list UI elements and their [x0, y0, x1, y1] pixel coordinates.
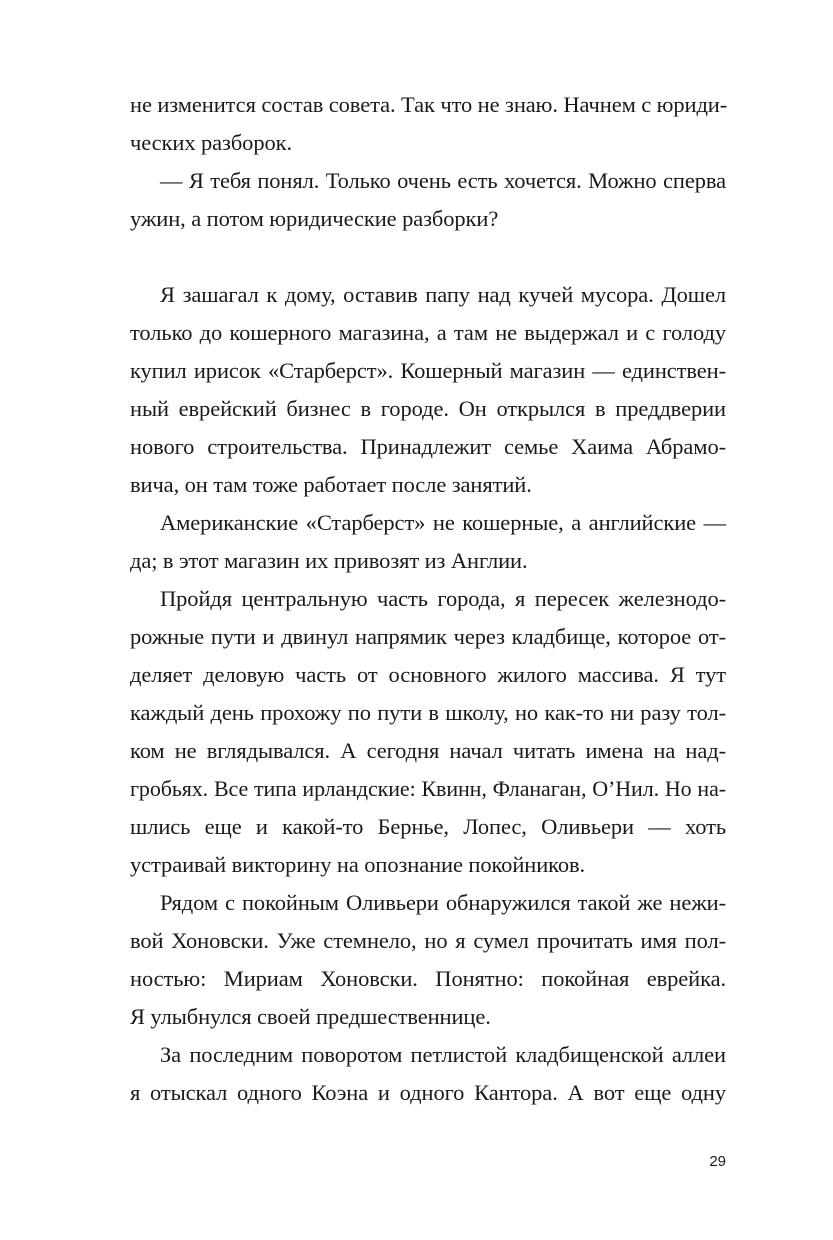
- text-line: Я зашагал к дому, оставив папу над кучей мусора. Дошел: [160, 282, 726, 307]
- text-line: ужин, а потом юридические разборки?: [130, 206, 499, 231]
- text-line: ностью: Мириам Хоновски. Понятно: покойная еврейка.: [130, 966, 726, 991]
- text-line: Американские «Старберст» не кошерные, а английские —: [160, 510, 726, 535]
- text-line: ком не вглядывался. А сегодня начал читать имена на над-: [130, 738, 726, 763]
- text-line: вича, он там тоже работает после занятий.: [130, 472, 532, 497]
- text-line: Пройдя центральную часть города, я пересек железнодо-: [160, 586, 726, 611]
- text-line: купил ирисок «Старберст». Кошерный магазин — единствен-: [130, 358, 726, 383]
- text-line: устраивай викторину на опознание покойников.: [130, 852, 586, 877]
- text-line: да; в этот магазин их привозят из Англии.: [130, 548, 528, 573]
- text-line: я отыскал одного Коэна и одного Кантора. А вот еще одну: [130, 1080, 726, 1105]
- text-line: не изменится состав совета. Так что не знаю. Начнем с юриди-: [130, 92, 728, 117]
- text-line: вой Хоновски. Уже стемнело, но я сумел прочитать имя пол-: [130, 928, 726, 953]
- text-line: ческих разборок.: [130, 130, 292, 155]
- text-line: нового строительства. Принадлежит семье Хаима Абрамо-: [130, 434, 726, 459]
- text-line: рожные пути и двинул напрямик через кладбище, которое от-: [130, 624, 726, 649]
- text-line: Я улыбнулся своей предшественнице.: [130, 1004, 491, 1029]
- text-line: ный еврейский бизнес в городе. Он открылся в преддверии: [130, 396, 726, 421]
- text-line: шлись еще и какой-то Бернье, Лопес, Оливьери — хоть: [130, 814, 726, 839]
- text-line: каждый день прохожу по пути в школу, но как-то ни разу тол-: [130, 700, 726, 725]
- text-line: Рядом с покойным Оливьери обнаружился такой же нежи-: [160, 890, 726, 915]
- text-line: гробьях. Все типа ирландские: Квинн, Фланаган, О’Нил. Но на-: [130, 776, 726, 801]
- page-number: 29: [709, 1153, 726, 1170]
- text-line: — Я тебя понял. Только очень есть хочется. Можно сперва: [160, 168, 726, 193]
- text-line: деляет деловую часть от основного жилого массива. Я тут: [130, 662, 726, 687]
- text-line: только до кошерного магазина, а там не выдержал и с голоду: [130, 320, 726, 345]
- text-line: За последним поворотом петлистой кладбищенской аллеи: [160, 1042, 726, 1067]
